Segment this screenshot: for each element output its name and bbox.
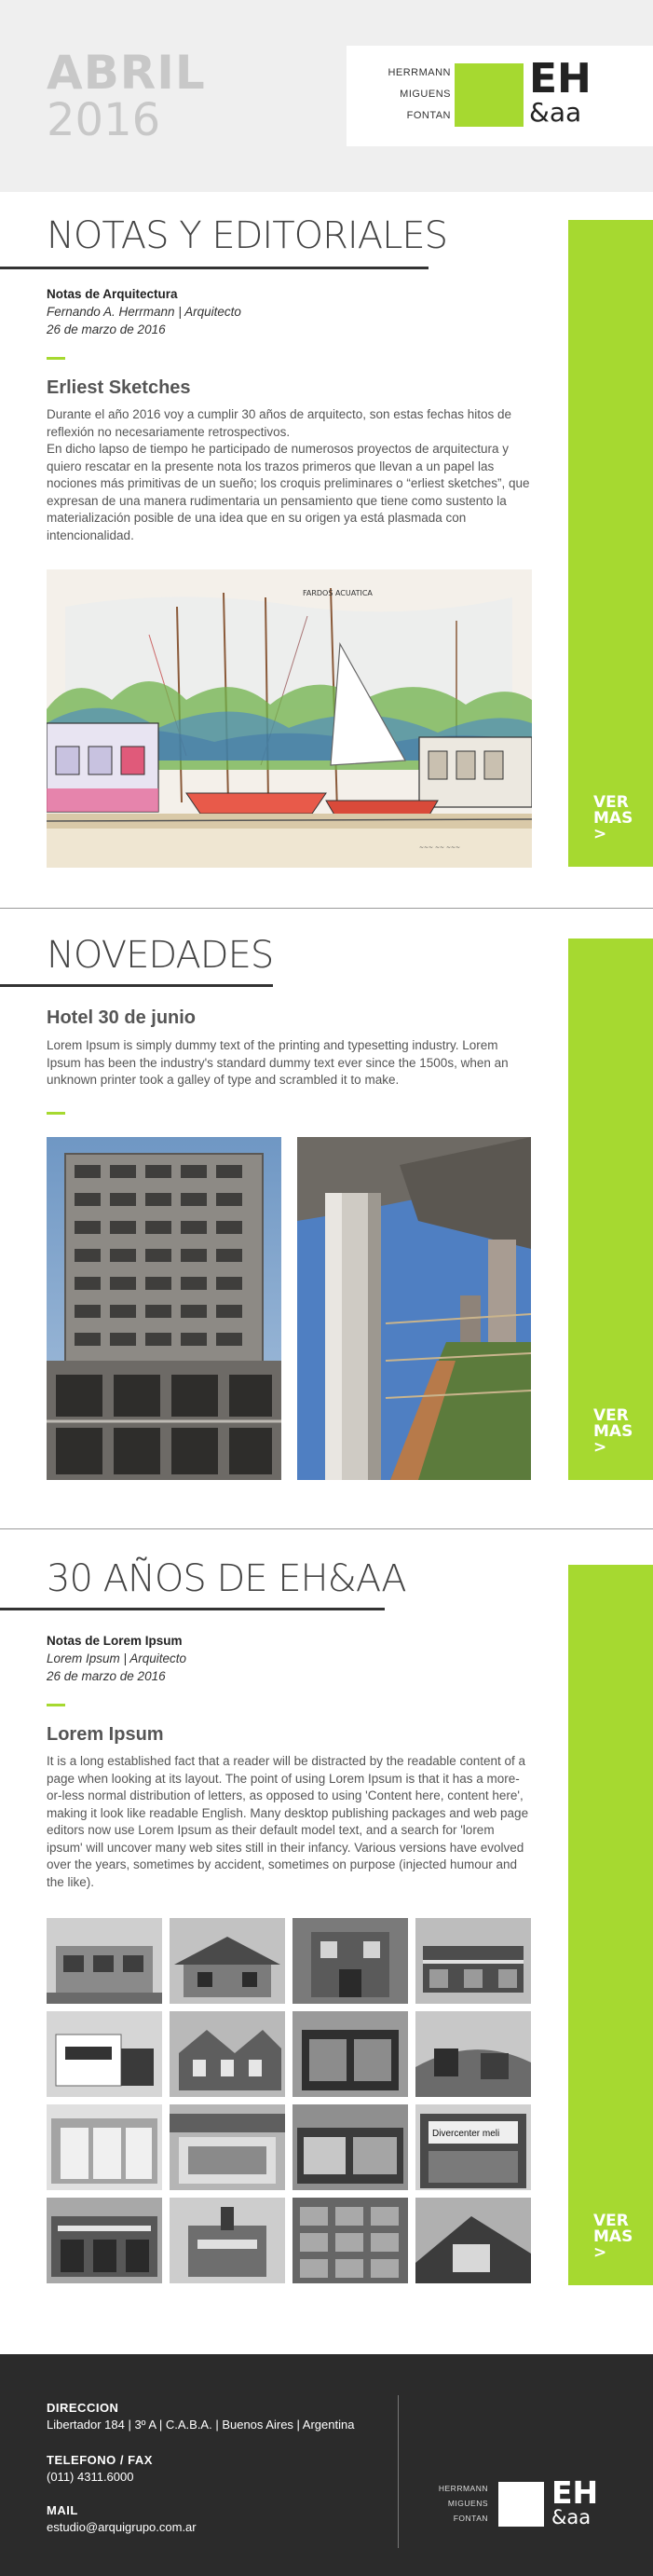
logo-name: HERRMANN <box>388 67 451 78</box>
gallery-photo[interactable] <box>292 2011 408 2097</box>
accent-dash <box>47 1112 65 1115</box>
article-meta <box>47 285 241 338</box>
article-paragraph: Lorem Ipsum is simply dummy text of the printing and typesetting industry. Lorem Ipsum has been the industry's standard dummy text ever since the 1500s, when an unknown printer took a galley of type and scrambled it to make. <box>47 1038 509 1087</box>
gallery-photo[interactable] <box>170 2011 285 2097</box>
gallery-photo[interactable] <box>292 2104 408 2190</box>
gallery-photo[interactable] <box>47 1918 162 2004</box>
logo-name: FONTAN <box>406 110 451 121</box>
article-title[interactable]: Erliest Sketches <box>47 377 191 398</box>
article-author: Fernando A. Herrmann | Arquitecto <box>47 305 241 319</box>
footer-logo-mark-top: EH <box>551 2474 599 2511</box>
ver-mas-link[interactable]: VER MAS > <box>593 1406 633 1457</box>
article-meta <box>47 1632 186 1685</box>
logo-mark-top: EH <box>529 55 592 103</box>
section-title-underline <box>0 1608 385 1610</box>
footer-divider <box>398 2395 399 2548</box>
ver-mas-link[interactable]: VER MAS > <box>593 2212 633 2262</box>
sketch-caption: FARDOS ACUATICA <box>303 589 373 597</box>
hotel-facade-photo[interactable] <box>47 1137 281 1480</box>
logo-green-square <box>455 63 524 127</box>
ver-mas-sidebar[interactable] <box>568 939 653 1480</box>
ver-mas-sidebar[interactable] <box>568 1565 653 2285</box>
gallery-photo[interactable] <box>292 1918 408 2004</box>
issue-year: 2016 <box>47 94 161 146</box>
gallery-photo[interactable] <box>47 2198 162 2283</box>
footer <box>0 2354 653 2576</box>
gallery-photo[interactable] <box>292 2198 408 2283</box>
gallery-photo[interactable] <box>47 2104 162 2190</box>
gallery-photo[interactable] <box>415 1918 531 2004</box>
footer-logo-names <box>401 2481 488 2526</box>
logo-partner-names <box>388 62 451 127</box>
article-body <box>47 1037 531 1089</box>
phone-link[interactable]: (011) 4311.6000 <box>47 2470 134 2484</box>
article-paragraph: En dicho lapso de tiempo he participado de numerosos proyectos de arquitectura y quiero rescatar en la presente nota los trazos primeros que llevan a un papel las nociones más primitivas de un sueño; los croquis preliminares o “erliest sketches”, que expresan de una manera rudimentaria un pensamiento que tiene como sustento la materialización posible de una idea que en su origen ya está plasmada con intencionalidad. <box>47 442 530 542</box>
article-body <box>47 406 531 544</box>
logo-name: MIGUENS <box>400 89 451 100</box>
accent-dash <box>47 1704 65 1706</box>
article-paragraph: Durante el año 2016 voy a cumplir 30 años de arquitecto, son estas fechas hitos de reflexión no necesariamente retrospectivos. <box>47 407 512 439</box>
architectural-sketch-image[interactable] <box>47 569 532 868</box>
article-date: 26 de marzo de 2016 <box>47 322 166 336</box>
svg-text:~~~ ~~ ~~~: ~~~ ~~ ~~~ <box>419 844 461 851</box>
section-title-underline <box>0 267 429 269</box>
article-title[interactable]: Lorem Ipsum <box>47 1724 164 1745</box>
article-author: Lorem Ipsum | Arquitecto <box>47 1651 187 1665</box>
address-value: Libertador 184 | 3º A | C.A.B.A. | Buenos Aires | Argentina <box>47 2418 355 2432</box>
gallery-photo[interactable] <box>170 2104 285 2190</box>
mail-link[interactable]: estudio@arquigrupo.com.ar <box>47 2520 197 2534</box>
accent-dash <box>47 357 65 360</box>
section-title-underline <box>0 984 273 987</box>
section-title: 30 AÑOS DE EH&AA <box>47 1557 406 1600</box>
article-category: Notas de Lorem Ipsum <box>47 1634 183 1648</box>
section-title: NOVEDADES <box>47 934 274 977</box>
gallery-photo[interactable] <box>415 2198 531 2283</box>
issue-month: ABRIL <box>47 46 206 100</box>
section-title: NOTAS Y EDITORIALES <box>47 214 448 257</box>
article-date: 26 de marzo de 2016 <box>47 1669 166 1683</box>
logo-mark-bottom: &aa <box>529 97 582 128</box>
gallery-photo[interactable] <box>415 2104 531 2190</box>
article-title[interactable]: Hotel 30 de junio <box>47 1007 197 1028</box>
article-paragraph: It is a long established fact that a reader will be distracted by the readable content of a page when looking at its layout. The point of using Lorem Ipsum is that it has a more-or-less normal distribution of letters, as opposed to using 'Content here, content here', making it look like readable English. Many desktop publishing packages and web page editors now use Lorem Ipsum as their default model text, and a search for 'lorem ipsum' will uncover many web sites still in their infancy. Various versions have evolved over the years, sometimes by accident, sometimes on purpose (injected humour and the like). <box>47 1754 529 1889</box>
phone-label: TELEFONO / FAX <box>47 2453 153 2467</box>
gallery-sign-text: Divercenter meli <box>432 2129 500 2139</box>
works-gallery <box>47 1918 531 2286</box>
article-category: Notas de Arquitectura <box>47 287 178 301</box>
arrow-right-icon: > <box>593 825 607 843</box>
gallery-photo[interactable] <box>170 2198 285 2283</box>
newsletter-header <box>0 0 653 192</box>
gallery-photo[interactable] <box>415 2011 531 2097</box>
gallery-photo[interactable] <box>47 2011 162 2097</box>
logo-name: HERRMANN <box>438 2484 488 2493</box>
footer-logo-mark-bottom: &aa <box>551 2506 592 2528</box>
brand-logo[interactable] <box>347 46 653 146</box>
footer-logo-square <box>498 2482 544 2527</box>
mail-label: MAIL <box>47 2503 78 2517</box>
address-label: DIRECCION <box>47 2401 119 2415</box>
arrow-right-icon: > <box>593 2243 607 2262</box>
logo-name: FONTAN <box>453 2514 488 2523</box>
hotel-construction-photo[interactable] <box>297 1137 531 1480</box>
article-body <box>47 1753 531 1891</box>
arrow-right-icon: > <box>593 1438 607 1457</box>
gallery-photo[interactable] <box>170 1918 285 2004</box>
logo-name: MIGUENS <box>447 2499 488 2508</box>
ver-mas-sidebar[interactable] <box>568 220 653 867</box>
ver-mas-link[interactable]: VER MAS > <box>593 793 633 843</box>
